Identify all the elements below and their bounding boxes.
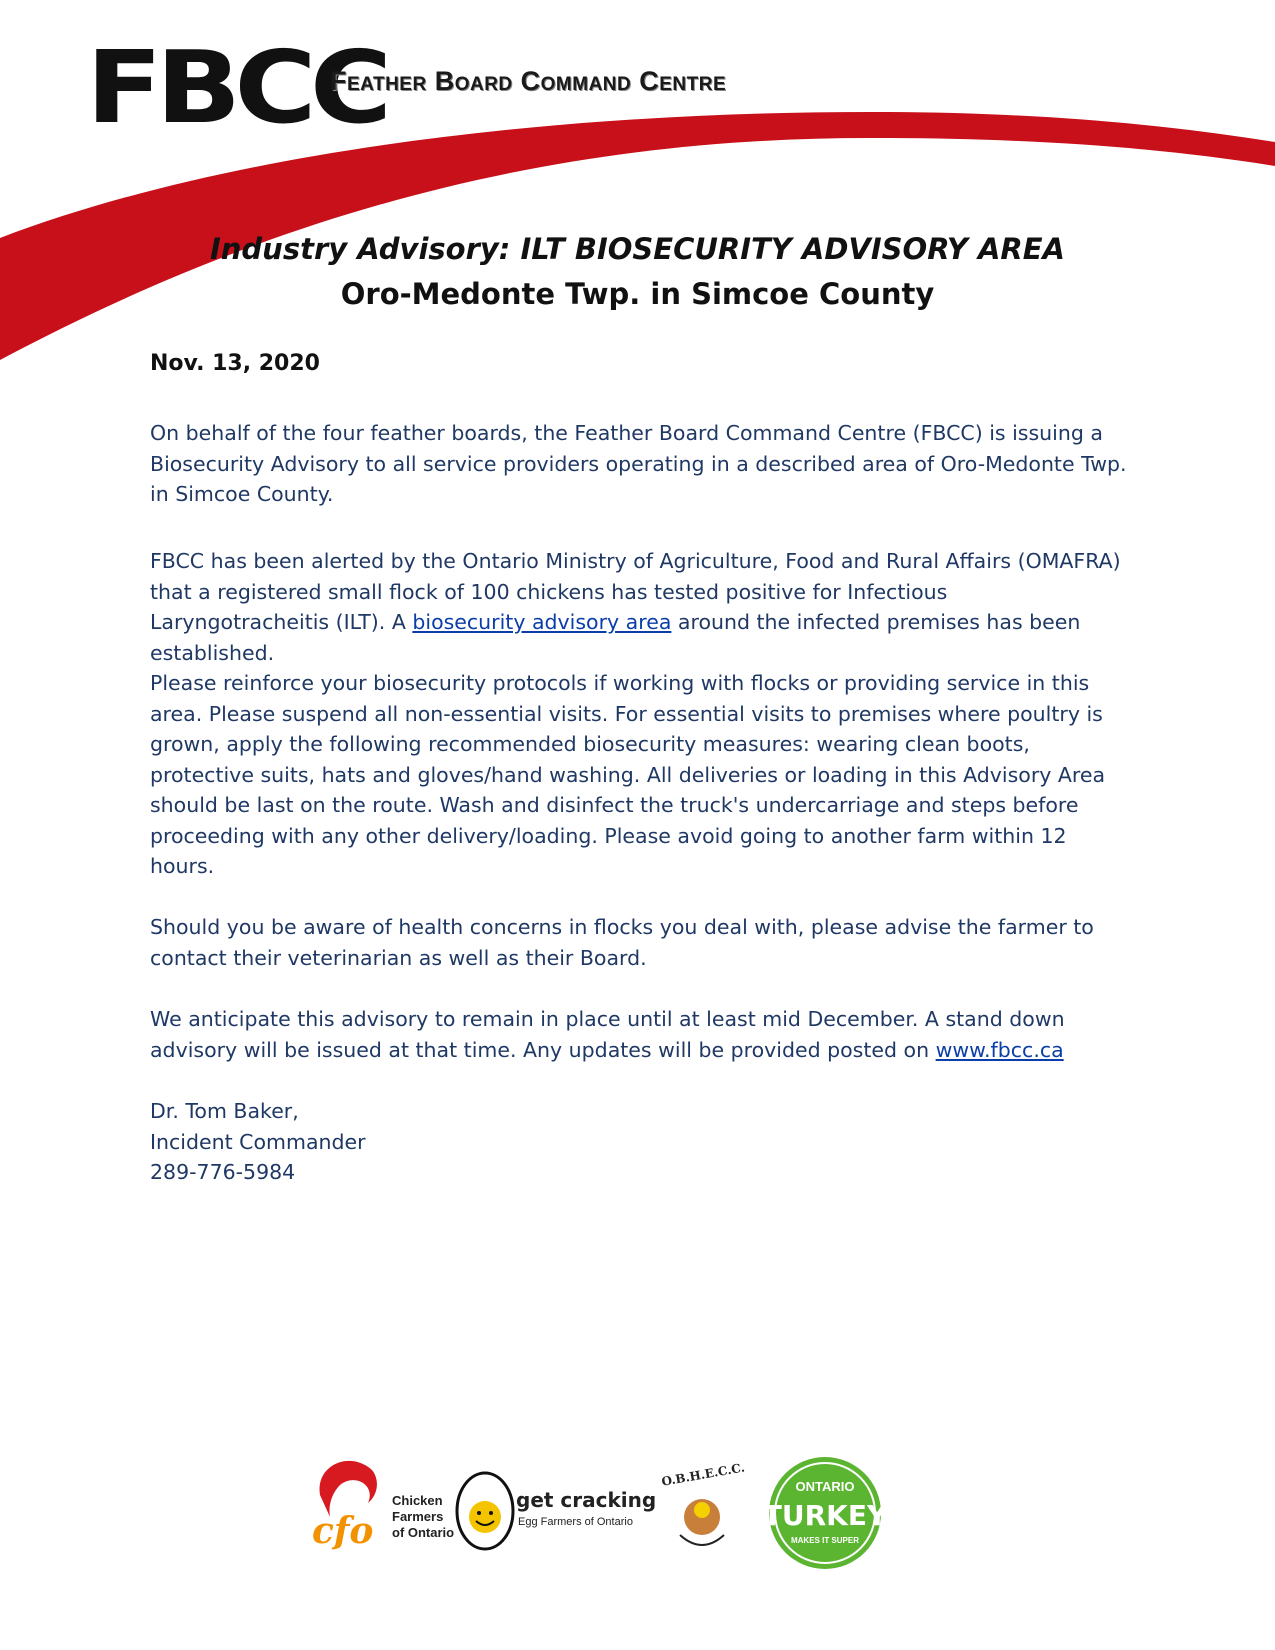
cfo-name-line1: Chicken [392,1493,443,1508]
ontario-turkey-logo [763,1457,888,1569]
signature-role: Incident Commander [150,1129,366,1154]
paragraph-duration [150,1004,1130,1065]
cfo-mark: cfo [312,1510,374,1552]
turkey-sub: MAKES IT SUPER [790,1536,860,1545]
obhecc-logo [661,1460,746,1545]
paragraph-intro [150,418,1130,510]
fbcc-logo-subtitle: Feather Board Command Centre [330,66,727,96]
cfo-logo [312,1461,454,1552]
signature-name: Dr. Tom Baker, [150,1099,299,1123]
obhecc-text: O.B.H.E.C.C. [660,1460,746,1489]
paragraph-protocols-text: Please reinforce your biosecurity protocols if working with flocks or providing service in this area. Please suspend all non-essential visits. For essential visits to premises where poultry is grown, apply the following recommended biosecurity measures: wearing clean boots, protective suits, hats and gloves/hand washing. All deliveries or loading in this Advisory Area should be last on the route. Wash and disinfect the truck's undercarriage and steps before proceeding with any other delivery/loading. Please avoid going to another farm within 12 hours. [150,671,1106,878]
paragraph-health [150,912,1130,973]
biosecurity-advisory-area-link[interactable]: biosecurity advisory area [412,610,672,634]
get-cracking-logo [457,1473,656,1549]
turkey-main: TURKEY [762,1499,888,1532]
paragraph-health-text: Should you be aware of health concerns in flocks you deal with, please advise the farmer to contact their veterinarian as well as their Board. [150,915,1094,970]
advisory-location: Oro-Medonte Twp. in Simcoe County [340,277,935,311]
paragraph-intro-text: On behalf of the four feather boards, the Feather Board Command Centre (FBCC) is issuing a Biosecurity Advisory to all service providers operating in a described area of Oro-Medonte Twp. in Simcoe County. [150,421,1127,506]
advisory-date: Nov. 13, 2020 [150,351,320,376]
cfo-name-line2: Farmers [392,1509,444,1524]
turkey-top: ONTARIO [795,1479,855,1494]
paragraph-alert [150,546,1130,668]
signature-phone: 289-776-5984 [150,1160,296,1184]
paragraph-duration-text: We anticipate this advisory to remain in place until at least mid December. A stand down advisory will be issued at that time. Any updates will be provided posted on [150,1007,1065,1062]
partner-logos [310,1455,930,1575]
advisory-title: Industry Advisory: ILT BIOSECURITY ADVISORY AREA [209,232,1065,266]
get-cracking-sub: Egg Farmers of Ontario [518,1516,633,1528]
paragraph-protocols [150,668,1130,882]
fbcc-website-link[interactable]: www.fbcc.ca [935,1037,1064,1062]
signature-block [150,1096,366,1188]
cfo-name-line3: of Ontario [392,1525,455,1540]
paragraph-alert-text-end: around the infected premises has been established. [150,610,1081,665]
get-cracking-main: get cracking [516,1488,657,1512]
fbcc-logo: FBCC [86,29,386,146]
paragraph-alert-text: FBCC has been alerted by the Ontario Ministry of Agriculture, Food and Rural Affairs (OMAFRA) that a registered small flock of 100 chickens has tested positive for Infectious Laryngotracheitis (ILT). A [150,549,1121,634]
